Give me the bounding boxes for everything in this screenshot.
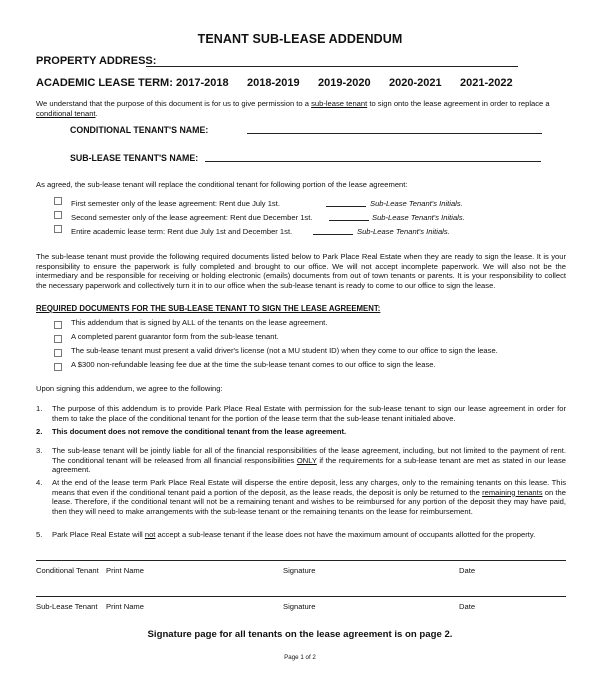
required-doc-text: The sub-lease tenant must present a valid driver's license (not a MU student ID) when they come to our office to sign the lease. <box>71 346 498 355</box>
agreement-item <box>52 478 566 517</box>
item-text: accept a sub-lease tenant if the lease does not have the maximum amount of occupants allotted for the property. <box>155 530 536 539</box>
print-name-label: Print Name <box>106 602 144 611</box>
sublease-tenant-name-label: SUB-LEASE TENANT'S NAME: <box>70 153 199 163</box>
initials-field[interactable] <box>313 234 353 235</box>
initials-label: Sub-Lease Tenant's Initials. <box>372 213 465 222</box>
lease-year-option[interactable]: 2018-2019 <box>247 77 300 89</box>
intro-paragraph <box>36 99 566 118</box>
item-text: At the end of the lease term Park Place Real Estate will disperse the entire deposit, less any charges, only to the remaining tenants on this lease. This means that even if the conditional tenant paid a portion of the deposit, as the lease reads, the deposit is only be returned to the <box>52 478 566 497</box>
lease-year-option[interactable]: 2020-2021 <box>389 77 442 89</box>
required-doc-text: A $300 non-refundable leasing fee due at the time the sub-lease tenant comes to our office to sign the lease. <box>71 360 436 369</box>
upon-signing-text: Upon signing this addendum, we agree to the following: <box>36 384 223 393</box>
portion-option[interactable] <box>54 211 62 222</box>
intro-text: . <box>95 108 98 118</box>
intro-text: We understand that the purpose of this document is for us to give permission to a <box>36 99 312 108</box>
portion-text: Entire academic lease term: Rent due July 1st and December 1st. <box>71 227 293 236</box>
item-number: 5. <box>36 530 43 539</box>
initials-field[interactable] <box>329 220 369 221</box>
conditional-tenant-name-label: CONDITIONAL TENANT'S NAME: <box>70 125 209 135</box>
required-doc-checkbox[interactable] <box>54 358 62 376</box>
initials-label: Sub-Lease Tenant's Initials. <box>370 199 463 208</box>
checkbox[interactable] <box>54 363 62 371</box>
print-name-label: Print Name <box>106 566 144 575</box>
agreement-item <box>52 530 566 540</box>
portion-option[interactable] <box>54 225 62 236</box>
portion-text: First semester only of the lease agreement: Rent due July 1st. <box>71 199 280 208</box>
academic-lease-term-label: ACADEMIC LEASE TERM: <box>36 77 173 89</box>
sublease-tenant-term: sub-lease tenant <box>311 99 368 108</box>
requirements-paragraph: The sub-lease tenant must provide the following required documents listed below to Park Place Real Estate when they are ready to sign the lease. It is your responsibility to ensure the paperwork is fully completed and brought to our office. We will not accept incomplete paperwork. We will also not be the intermediary and be responsible for receiving or holding electronic (emails) documents from out of town tenants or parents. It is your responsibility to collect the necessary paperwork and collectively turn it in to our office when the sub-lease tenant is ready to come to our office to sign the lease. <box>36 252 566 291</box>
emphasis-not: not <box>144 530 156 539</box>
document-title: TENANT SUB-LEASE ADDENDUM <box>197 32 403 46</box>
signature-page-note: Signature page for all tenants on the lease agreement is on page 2. <box>147 629 453 640</box>
intro-text: to sign onto the lease agreement in order to replace a <box>367 99 550 108</box>
agreement-item: The purpose of this addendum is to provide Park Place Real Estate with permission for the sub-lease tenant to sign our lease agreement in order for them to take the place of the conditional tenant for the portion of the lease term that the sub-lease tenant initialed above. <box>52 404 566 423</box>
item-text: if the requirements for a sub-lease tenant are met as stated in our lease agreement. <box>52 455 566 475</box>
initials-field[interactable] <box>326 206 366 207</box>
property-address-field[interactable] <box>146 66 518 67</box>
sublease-signature-line[interactable] <box>36 596 566 597</box>
date-label: Date <box>459 566 476 575</box>
item-number: 2. <box>36 427 43 436</box>
property-address-label: PROPERTY ADDRESS: <box>36 55 157 67</box>
item-number: 3. <box>36 446 43 455</box>
agreement-item <box>52 446 566 475</box>
checkbox[interactable] <box>54 211 62 219</box>
lease-year-option[interactable]: 2019-2020 <box>318 77 371 89</box>
conditional-tenant-term: conditional tenant <box>36 108 96 118</box>
date-label: Date <box>459 602 476 611</box>
conditional-tenant-name-field[interactable] <box>247 133 542 134</box>
lease-year-option[interactable]: 2017-2018 <box>176 77 229 89</box>
item-text: on the lease. Therefore, if the conditional tenant will not be a remaining tenant and wishes to be reimbursed for any portion of the deposit they may have paid, then they will need to make arrangements with the sub-lease tenant or the remaining tenants on the lease for reimbursement. <box>52 487 566 517</box>
agreement-item: This document does not remove the conditional tenant from the lease agreement. <box>52 427 347 436</box>
item-number: 4. <box>36 478 43 487</box>
checkbox[interactable] <box>54 197 62 205</box>
emphasis-remaining-tenants: remaining tenants <box>482 487 543 497</box>
item-number: 1. <box>36 404 43 413</box>
checkbox[interactable] <box>54 349 62 357</box>
portion-option[interactable] <box>54 197 62 208</box>
emphasis-only: ONLY <box>296 455 317 465</box>
required-doc-text: This addendum that is signed by ALL of the tenants on the lease agreement. <box>71 318 328 327</box>
initials-label: Sub-Lease Tenant's Initials. <box>357 227 450 236</box>
signature-label: Signature <box>283 602 316 611</box>
signature-label: Signature <box>283 566 316 575</box>
item-text: The sub-lease tenant will be jointly liable for all of the financial responsibilities of the lease agreement, including, but not limited to the payment of rent. The conditional tenant will be released from all financial responsibilities <box>52 446 566 465</box>
sublease-tenant-name-field[interactable] <box>205 161 541 162</box>
conditional-signature-line[interactable] <box>36 560 566 561</box>
signature-role: Conditional Tenant <box>36 566 99 575</box>
checkbox[interactable] <box>54 321 62 329</box>
required-doc-text: A completed parent guarantor form from the sub-lease tenant. <box>71 332 279 341</box>
checkbox[interactable] <box>54 225 62 233</box>
page-number: Page 1 of 2 <box>284 654 316 661</box>
required-documents-heading: REQUIRED DOCUMENTS FOR THE SUB-LEASE TENANT TO SIGN THE LEASE AGREEMENT: <box>36 304 381 313</box>
portion-text: Second semester only of the lease agreement: Rent due December 1st. <box>71 213 313 222</box>
lease-year-option[interactable]: 2021-2022 <box>460 77 513 89</box>
item-text: Park Place Real Estate will <box>52 530 145 539</box>
agreed-text: As agreed, the sub-lease tenant will replace the conditional tenant for following portion of the lease agreement: <box>36 180 408 189</box>
signature-role: Sub-Lease Tenant <box>36 602 98 611</box>
checkbox[interactable] <box>54 335 62 343</box>
